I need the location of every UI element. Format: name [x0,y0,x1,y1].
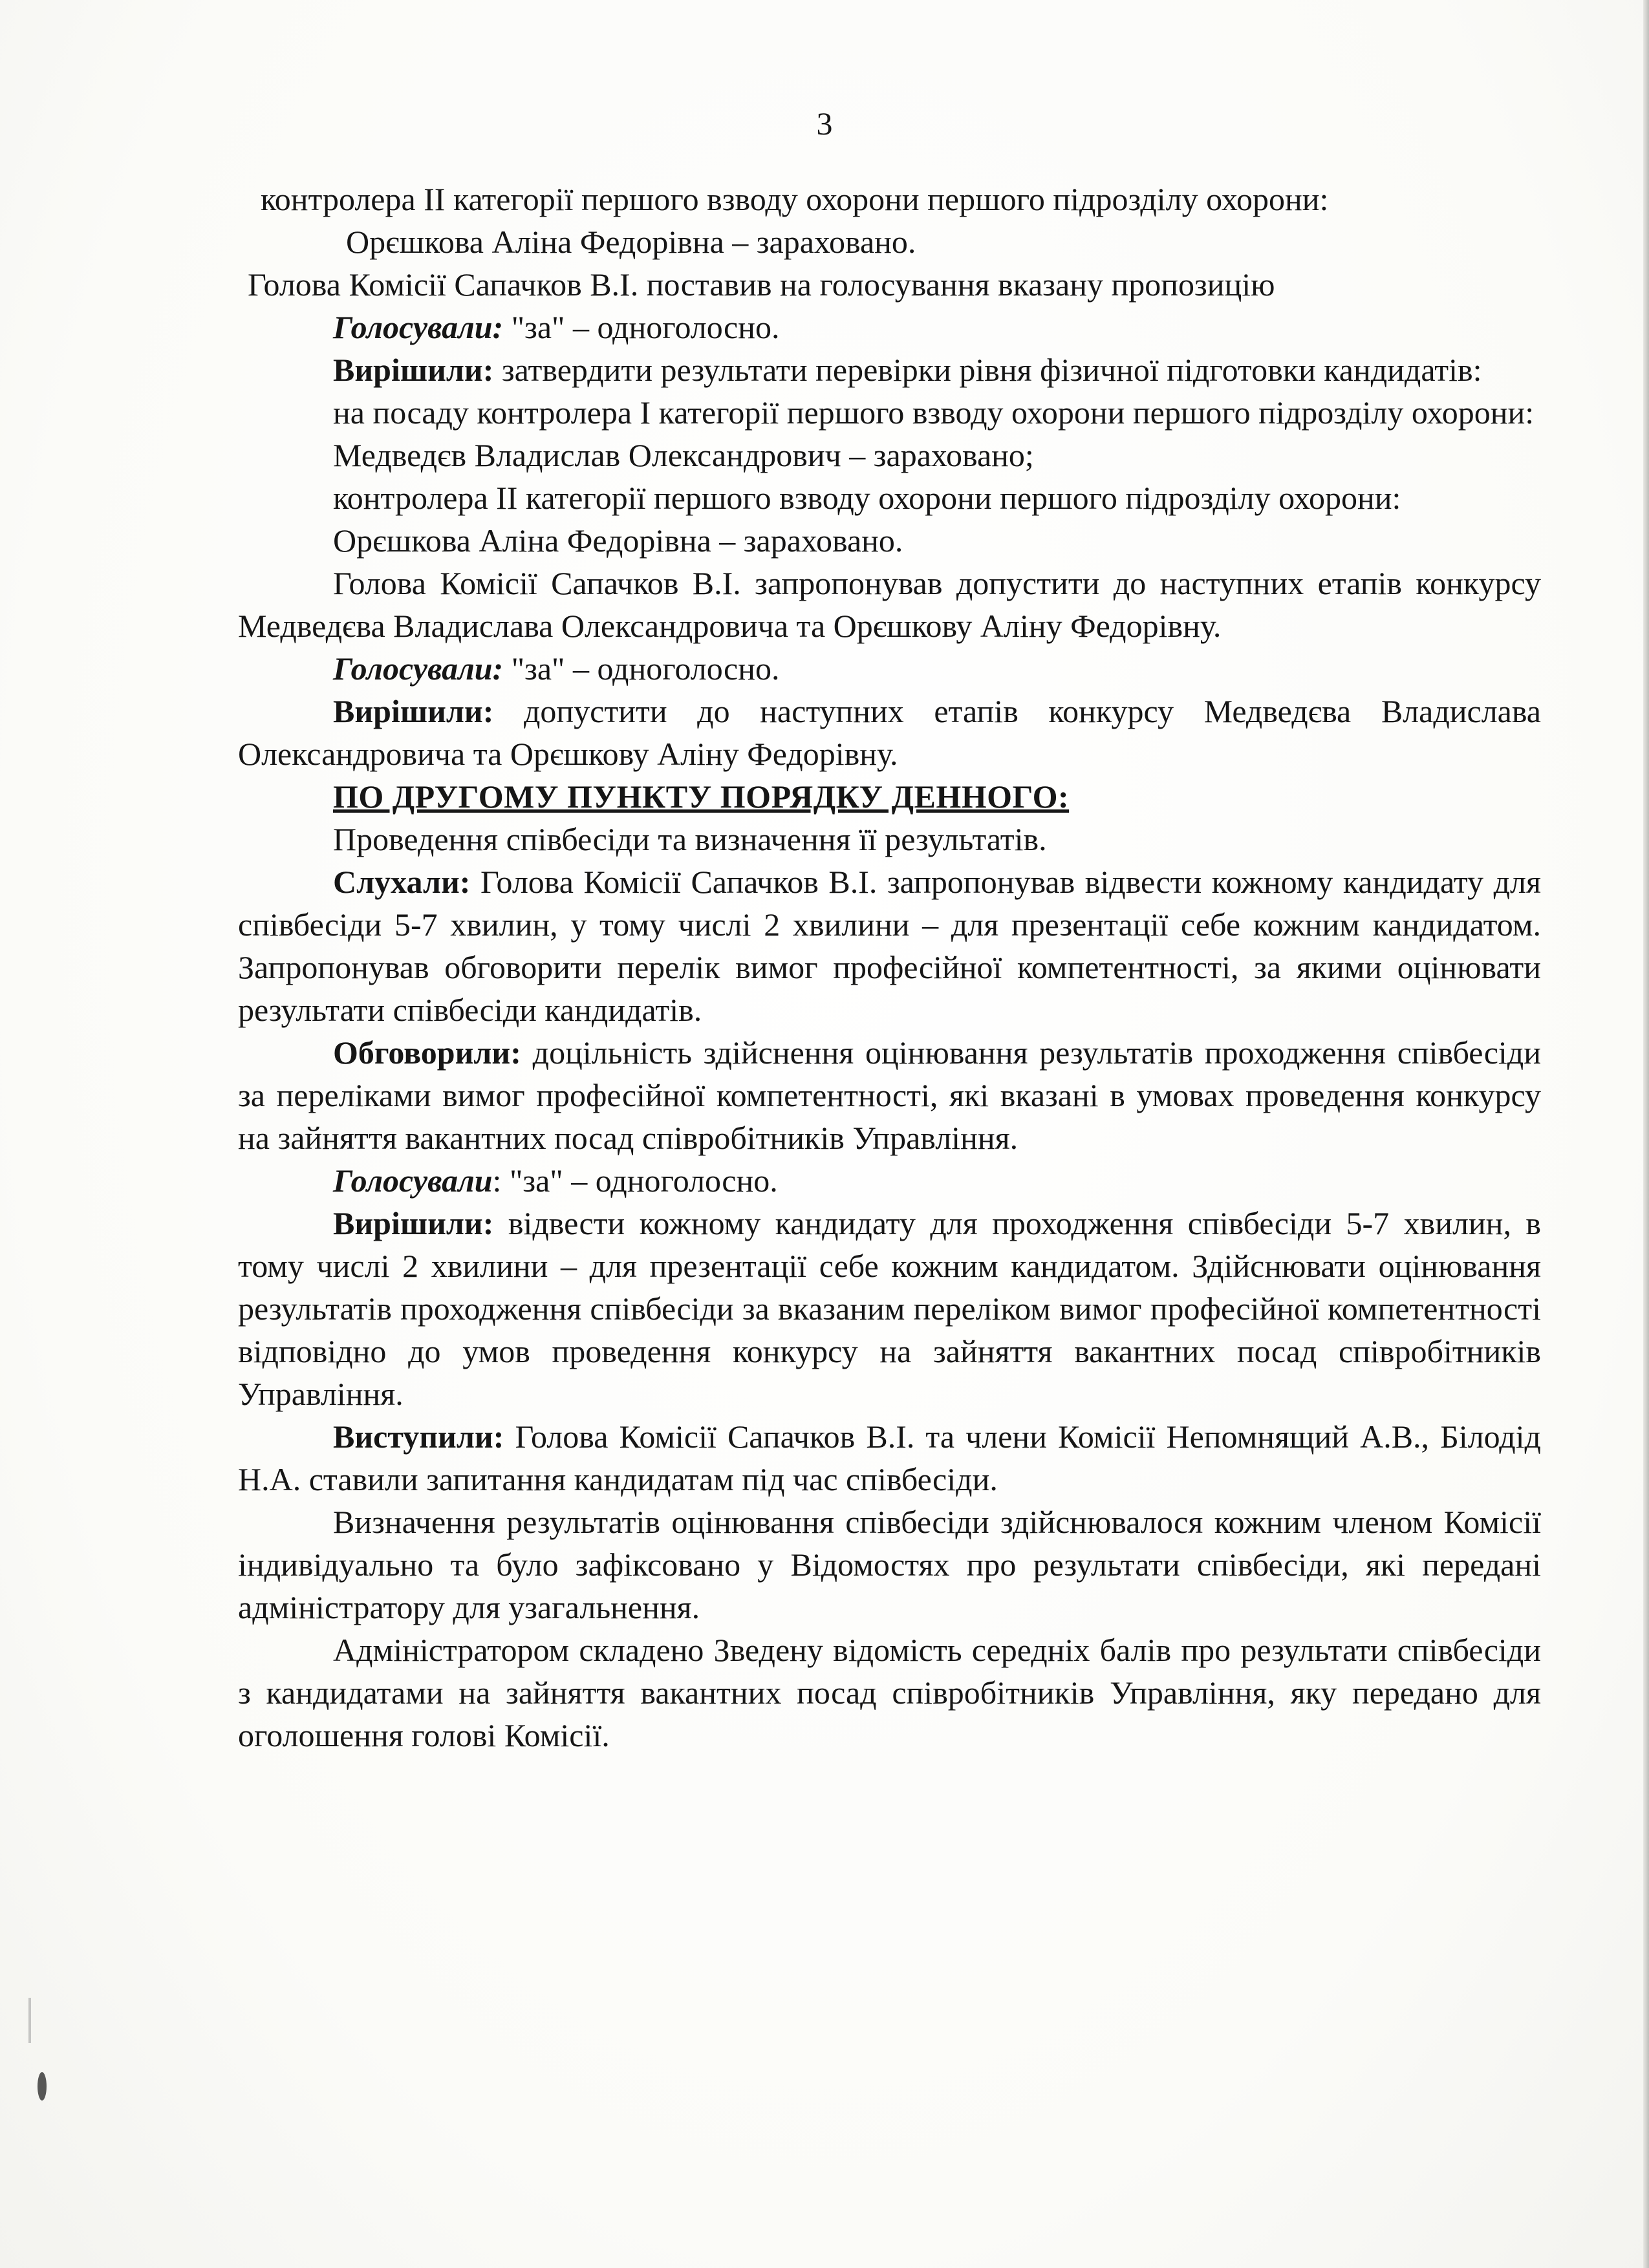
paragraph [238,1202,1541,1415]
paragraph [238,861,1541,1031]
paragraph [238,1031,1541,1159]
vote-label: Голосували [333,1162,493,1199]
paragraph-text: Голова Комісії Сапачков В.І. та члени Комісії Непомнящий А.В., Білодід Н.А. ставили запитання кандидатам під час співбесіди. [238,1418,1541,1497]
paragraph-text: "за" – одноголосно. [503,309,780,345]
paragraph: Орєшкова Аліна Федорівна – зараховано. [346,224,916,260]
discussed-label: Обговорили: [333,1034,521,1071]
document-body [238,178,1541,1757]
paragraph [238,690,1541,775]
decision-label: Вирішили: [333,693,494,729]
paragraph: Адміністратором складено Зведену відомість середніх балів про результати співбесіди з кандидатами на зайняття вакантних посад співробітників Управління, яку передано для оголошення голові Комісії. [238,1632,1541,1753]
paragraph: контролера II категорії першого взводу охорони першого підрозділу охорони: [261,181,1329,217]
vote-label: Голосували: [333,650,504,687]
paragraph [238,647,1541,690]
paragraph [238,1415,1541,1501]
section-heading: ПО ДРУГОМУ ПУНКТУ ПОРЯДКУ ДЕННОГО: [333,778,1070,815]
speakers-label: Виступили: [333,1418,504,1455]
decision-label: Вирішили: [333,1205,494,1241]
paragraph: контролера II категорії першого взводу охорони першого підрозділу охорони: [333,480,1401,516]
paragraph: Визначення результатів оцінювання співбесіди здійснювалося кожним членом Комісії індивідуально та було зафіксовано у Відомостях про результати співбесіди, які передані адміністратору для узагальнення. [238,1504,1541,1625]
scan-artifact [28,1998,31,2043]
paragraph [238,348,1541,391]
paragraph: Голова Комісії Сапачков В.І. запропонував допустити до наступних етапів конкурсу Медведєва Владислава Олександровича та Орєшкову Аліну Федорівну. [238,565,1541,644]
paragraph: Орєшкова Аліна Федорівна – зараховано. [333,522,903,559]
paragraph-text: Голова Комісії Сапачков В.І. запропонував відвести кожному кандидату для співбесіди 5-7 хвилин, у тому числі 2 хвилини – для презентації себе кожним кандидатом. Запропонував обговорити перелік вимог професійної компетентності, за якими оцінювати результати співбесіди кандидатів. [238,864,1541,1028]
page-number: 3 [816,105,833,142]
heard-label: Слухали: [333,864,471,900]
paragraph [238,1159,1541,1202]
paragraph-text: доцільність здійснення оцінювання результатів проходження співбесіди за переліками вимог професійної компетентності, які вказані в умовах проведення конкурсу на зайняття вакантних посад співробітників Управління. [238,1034,1541,1156]
paragraph-text: допустити до наступних етапів конкурсу Медведєва Владислава Олександровича та Орєшкову Аліну Федорівну. [238,693,1541,772]
decision-label: Вирішили: [333,352,494,388]
vote-label: Голосували: [333,309,504,345]
paragraph-text: відвести кожному кандидату для проходження співбесіди 5-7 хвилин, в тому числі 2 хвилини – для презентації себе кожним кандидатом. Здійснювати оцінювання результатів проходження співбесіди за вказаним переліком вимог професійної компетентності відповідно до умов проведення конкурсу на зайняття вакантних посад співробітників Управління. [238,1205,1541,1412]
paragraph-text: затвердити результати перевірки рівня фізичної підготовки кандидатів: [493,352,1482,388]
paragraph-text: "за" – одноголосно. [503,650,780,687]
paragraph [238,306,1541,348]
punch-hole-mark [38,2072,47,2101]
scan-edge [1643,0,1649,2268]
paragraph: Проведення співбесіди та визначення її результатів. [333,821,1047,857]
paragraph: на посаду контролера I категорії першого взводу охорони першого підрозділу охорони: [333,394,1535,431]
paragraph: Медведєв Владислав Олександрович – зараховано; [333,437,1034,473]
paragraph: Голова Комісії Сапачков В.І. поставив на голосування вказану пропозицію [248,266,1275,303]
paragraph-text: : "за" – одноголосно. [492,1162,778,1199]
